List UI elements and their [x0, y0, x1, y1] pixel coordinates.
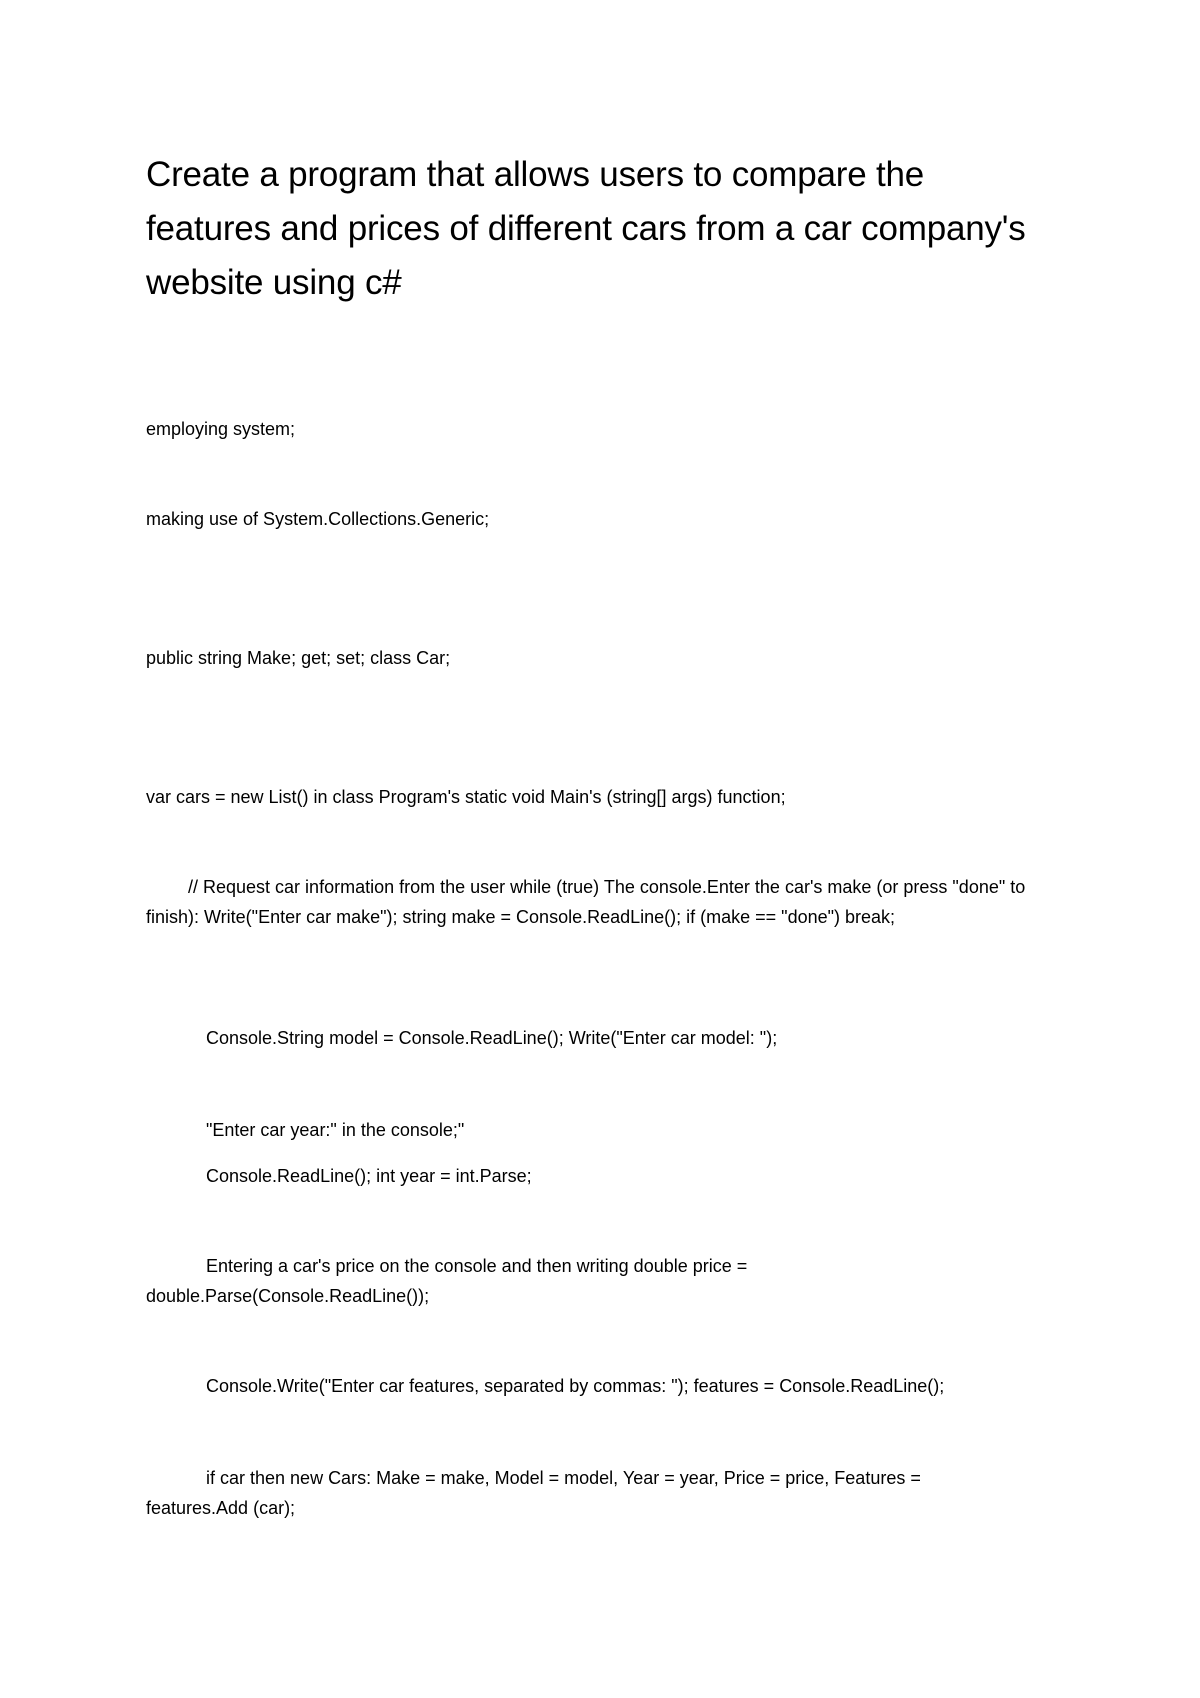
- code-line-year-parse: Console.ReadLine(); int year = int.Parse;: [206, 1166, 532, 1186]
- code-line-main-function: var cars = new List() in class Program's static void Main's (string[] args) function;: [146, 787, 786, 807]
- code-line-car-class: public string Make; get; set; class Car;: [146, 648, 451, 668]
- code-line-using-system: employing system;: [146, 419, 296, 439]
- code-line-price: Entering a car's price on the console and then writing double price = double.Parse(Console.ReadLine());: [146, 1256, 753, 1306]
- code-line-request-loop: // Request car information from the user while (true) The console.Enter the car's make (or press "done" to finish): Write("Enter car make"); string make = Console.ReadLine(); if (make == "done") break;: [146, 877, 1031, 927]
- document-title: Create a program that allows users to compare the features and prices of different cars from a car company's website using c#: [146, 155, 1026, 302]
- code-line-features: Console.Write("Enter car features, separated by commas: "); features = Console.ReadLine();: [206, 1376, 945, 1396]
- code-line-year-prompt: "Enter car year:" in the console;": [206, 1120, 465, 1140]
- code-line-add-car: if car then new Cars: Make = make, Model = model, Year = year, Price = price, Features = features.Add (car);: [146, 1468, 926, 1518]
- code-line-model: Console.String model = Console.ReadLine(); Write("Enter car model: ");: [206, 1028, 778, 1048]
- code-line-using-generic: making use of System.Collections.Generic;: [146, 509, 490, 529]
